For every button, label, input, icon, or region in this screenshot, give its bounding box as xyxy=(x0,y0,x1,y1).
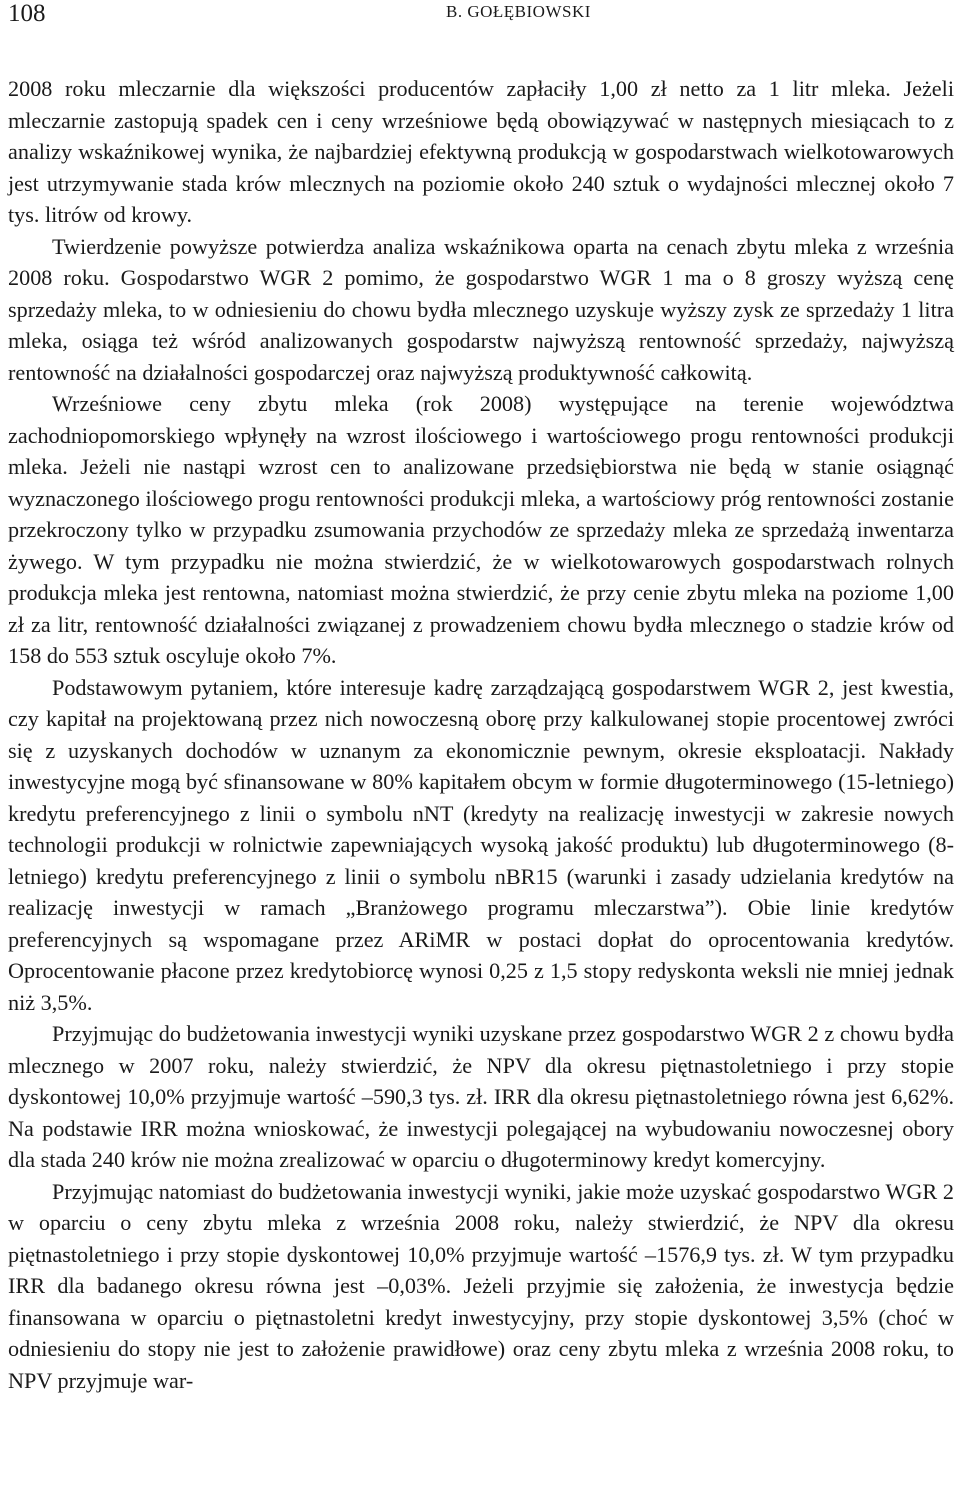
running-head xyxy=(8,0,954,28)
paragraph: Twierdzenie powyższe potwierdza analiza wskaźnikowa oparta na cenach zbytu mleka z września 2008 roku. Gospodarstwo WGR 2 pomimo, że gospodarstwo WGR 1 ma o 8 groszy wyższą cenę sprzedaży mleka, to w odniesieniu do chowu bydła mlecznego uzyskuje wyższy zysk ze sprzedaży 1 litra mleka, osiąga też wśród analizowanych gospodarstw najwyższą rentowność sprzedaży, najwyższą rentowność na działalności gospodarczej oraz najwyższą produktywność całkowitą. xyxy=(8,233,954,385)
body-text xyxy=(8,73,954,1396)
paragraph: Przyjmując natomiast do budżetowania inwestycji wyniki, jakie może uzyskać gospodarstwo WGR 2 w oparciu o ceny zbytu mleka z września 2008 roku, należy stwierdzić, że NPV dla okresu piętnastoletniego i przy stopie dyskontowej 10,0% przyjmuje wartość –1576,9 tys. zł. W tym przypadku IRR dla badanego okresu równa jest –0,03%. Jeżeli przyjmie się założenia, że inwestycja będzie finansowana w oparciu o piętnastoletni kredyt inwestycyjny, przy stopie dyskontowej 3,5% (choć w odniesieniu do stopy nie jest to założenie prawidłowe) oraz ceny zbytu mleka z września 2008 roku, to NPV przyjmuje war- xyxy=(8,1178,954,1393)
paragraph: 2008 roku mleczarnie dla większości producentów zapłaciły 1,00 zł netto za 1 litr mleka. Jeżeli mleczarnie zastopują spadek cen i ceny wrześniowe będą obowiązywać w następnych miesiącach to z analizy wskaźnikowej wynika, że najbardziej efektywną produkcją w gospodarstwach wielkotowarowych jest utrzymywanie stada krów mlecznych na poziomie około 240 sztuk o wydajności mlecznej około 7 tys. litrów od krowy. xyxy=(8,76,954,227)
page-number: 108 xyxy=(8,0,46,27)
paragraph: Podstawowym pytaniem, które interesuje kadrę zarządzającą gospodarstwem WGR 2, jest kwestia, czy kapitał na projektowaną przez nich nowoczesną oborę przy kalkulowanej stopie procentowej zwróci się z uzyskanych dochodów w uznanym za ekonomicznie pewnym, okresie eksploatacji. Nakłady inwestycyjne mogą być sfinansowane w 80% kapitałem obcym w formie długoterminowego (15-letniego) kredytu preferencyjnego z linii o symbolu nNT (kredyty na realizację inwestycji w zakresie nowych technologii produkcji w rolnictwie zapewniających wysoką jakość produktu) lub długoterminowego (8-letniego) kredytu preferencyjnego z linii o symbolu nBR15 (warunki i zasady udzielania kredytów na realizację inwestycji w ramach „Branżowego programu mleczarstwa”). Obie linie kredytów preferencyjnych są wspomagane przez ARiMR w postaci dopłat do oprocentowania kredytów. Oprocentowanie płacone przez kredytobiorcę wynosi 0,25 z 1,5 stopy redyskonta weksli nie mniej jednak niż 3,5%. xyxy=(8,674,954,1015)
paragraph: Wrześniowe ceny zbytu mleka (rok 2008) występujące na terenie województwa zachodniopomorskiego wpłynęły na wzrost ilościowego i wartościowego progu rentowności produkcji mleka. Jeżeli nie nastąpi wzrost cen to analizowane przedsiębiorstwa nie będą w stanie osiągnąć wyznaczonego ilościowego progu rentowności produkcji mleka, a wartościowy próg rentowności zostanie przekroczony tylko w przypadku zsumowania przychodów ze sprzedaży mleka ze sprzedażą inwentarza żywego. W tym przypadku nie można stwierdzić, że w wielkotowarowych gospodarstwach rolnych produkcja mleka jest rentowna, natomiast można stwierdzić, że przy cenie zbytu mleka na poziome 1,00 zł za litr, rentowność działalności związanej z prowadzeniem chowu bydła mlecznego o stadzie krów od 158 do 553 sztuk oscyluje około 7%. xyxy=(8,391,954,668)
paragraph: Przyjmując do budżetowania inwestycji wyniki uzyskane przez gospodarstwo WGR 2 z chowu bydła mlecznego w 2007 roku, należy stwierdzić, że NPV dla okresu piętnastoletniego i przy stopie dyskontowej 10,0% przyjmuje wartość –590,3 tys. zł. IRR dla okresu piętnastoletniego równa jest 6,62%. Na podstawie IRR można wnioskować, że inwestycji polegającej na wybudowaniu nowoczesnej obory dla stada 240 krów nie można zrealizować w oparciu o długoterminowy kredyt komercyjny. xyxy=(8,1021,954,1172)
page xyxy=(8,0,954,1393)
running-title: B. GOŁĘBIOWSKI xyxy=(446,2,591,21)
